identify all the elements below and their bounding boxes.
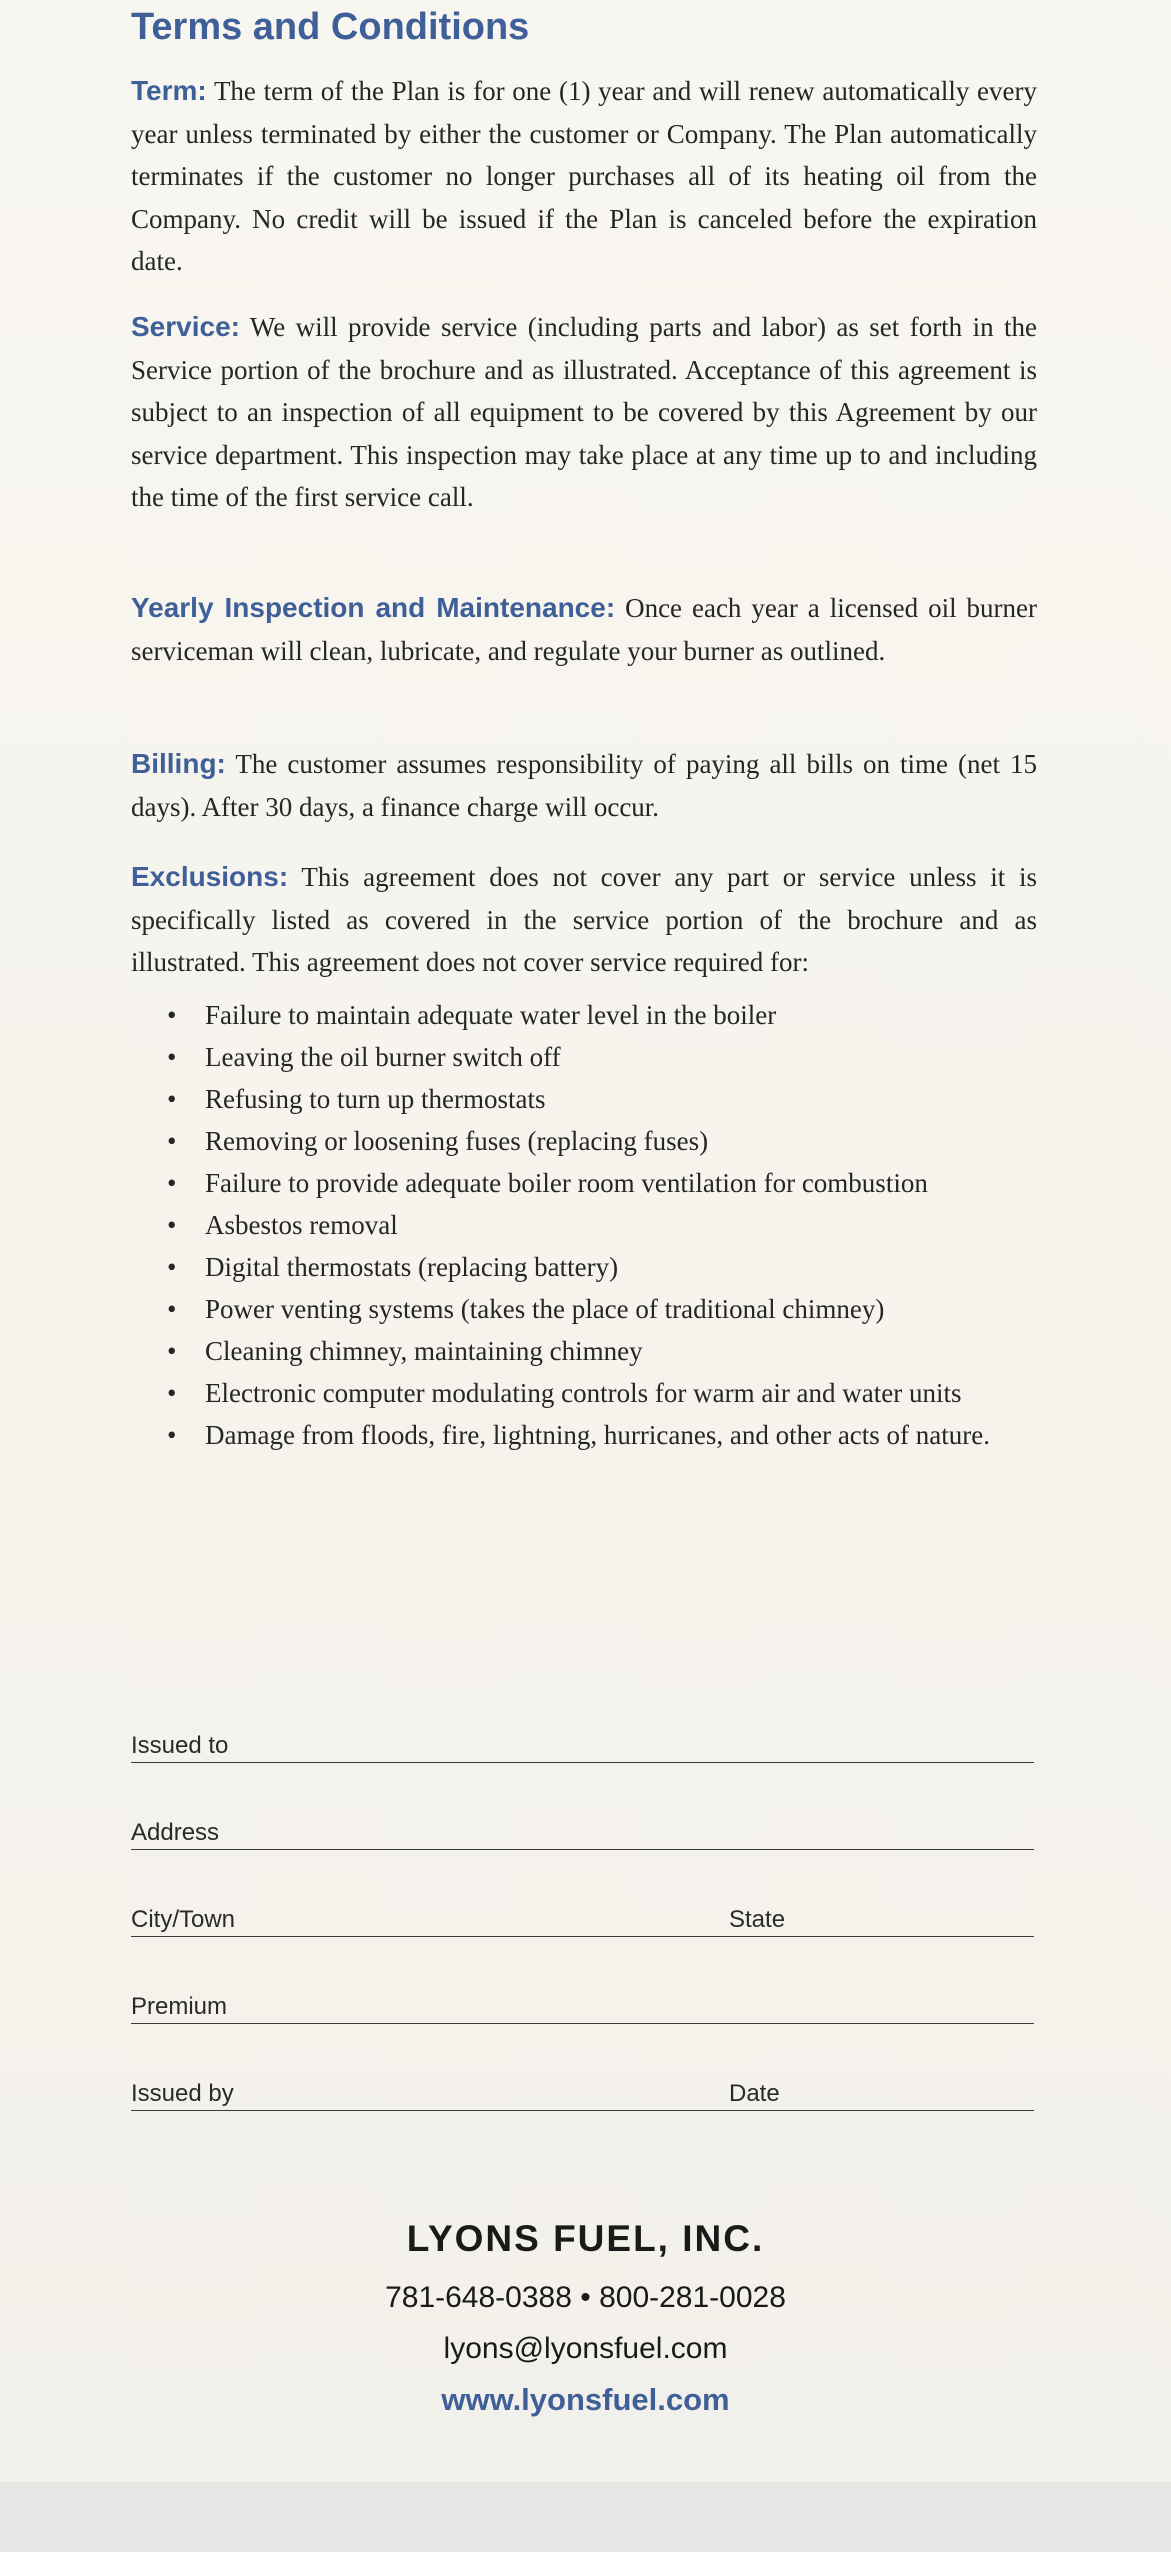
exclusions-heading: Exclusions: <box>131 861 289 892</box>
city-town-label: City/Town <box>131 1906 236 1933</box>
address-label: Address <box>131 1819 220 1846</box>
premium-label: Premium <box>131 1993 228 2020</box>
service-heading: Service: <box>131 311 240 342</box>
list-item: • Failure to maintain adequate water level in the boiler <box>131 994 1037 1036</box>
premium-field[interactable] <box>131 1983 1034 2024</box>
yearly-section <box>131 587 1037 672</box>
list-item: • Asbestos removal <box>131 1204 1037 1246</box>
exclusions-list <box>131 994 1037 1456</box>
issued-to-label: Issued to <box>131 1732 229 1759</box>
list-item: • Refusing to turn up thermostats <box>131 1078 1037 1120</box>
service-section <box>131 306 1037 519</box>
billing-text: The customer assumes responsibility of paying all bills on time (net 15 days). After 30 days, a finance charge will occur. <box>131 749 1038 822</box>
date-label: Date <box>729 2080 780 2107</box>
list-item: • Digital thermostats (replacing battery) <box>131 1246 1037 1288</box>
list-item: • Electronic computer modulating controls for warm air and water units <box>131 1372 1037 1414</box>
list-item: • Power venting systems (takes the place of traditional chimney) <box>131 1288 1037 1330</box>
list-item: • Damage from floods, fire, lightning, hurricanes, and other acts of nature. <box>131 1414 1037 1456</box>
term-section <box>131 70 1037 283</box>
list-item: • Leaving the oil burner switch off <box>131 1036 1037 1078</box>
list-item: • Cleaning chimney, maintaining chimney <box>131 1330 1037 1372</box>
company-name: LYONS FUEL, INC. <box>406 2218 765 2259</box>
list-item: • Removing or loosening fuses (replacing fuses) <box>131 1120 1037 1162</box>
yearly-text: Once each year a licensed oil burner serviceman will clean, lubricate, and regulate your burner as outlined. <box>131 593 1037 666</box>
page-title: Terms and Conditions <box>131 6 530 48</box>
billing-section <box>131 743 1037 828</box>
exclusions-text: This agreement does not cover any part or service unless it is specifically listed as covered in the service portion of the brochure and as illustrated. This agreement does not cover service required for: <box>131 862 1037 977</box>
company-phones: 781-648-0388 • 800-281-0028 <box>385 2281 786 2314</box>
issued-by-field[interactable] <box>131 2070 1034 2111</box>
term-text: The term of the Plan is for one (1) year and will renew automatically every year unless terminated by either the customer or Company. The Plan automatically terminates if the customer no longer purchases all of its heating oil from the Company. No credit will be issued if the Plan is canceled before the expiration date. <box>131 76 1037 276</box>
issued-to-field[interactable] <box>131 1722 1034 1763</box>
service-text: We will provide service (including parts and labor) as set forth in the Service portion of the brochure and as illustrated. Acceptance of this agreement is subject to an inspection of all equipment to be covered by this Agreement by our service department. This inspection may take place at any time up to and including the time of the first service call. <box>131 312 1038 512</box>
company-email[interactable]: lyons@lyonsfuel.com <box>443 2332 728 2365</box>
billing-heading: Billing: <box>131 748 226 779</box>
yearly-heading: Yearly Inspection and Maintenance: <box>131 592 616 623</box>
term-heading: Term: <box>131 75 207 106</box>
city-state-field[interactable] <box>131 1896 1034 1937</box>
exclusions-section <box>131 856 1037 984</box>
list-item: • Failure to provide adequate boiler room ventilation for combustion <box>131 1162 1037 1204</box>
company-website[interactable]: www.lyonsfuel.com <box>441 2382 730 2417</box>
address-field[interactable] <box>131 1809 1034 1850</box>
issued-by-label: Issued by <box>131 2080 234 2107</box>
state-label: State <box>729 1906 786 1933</box>
